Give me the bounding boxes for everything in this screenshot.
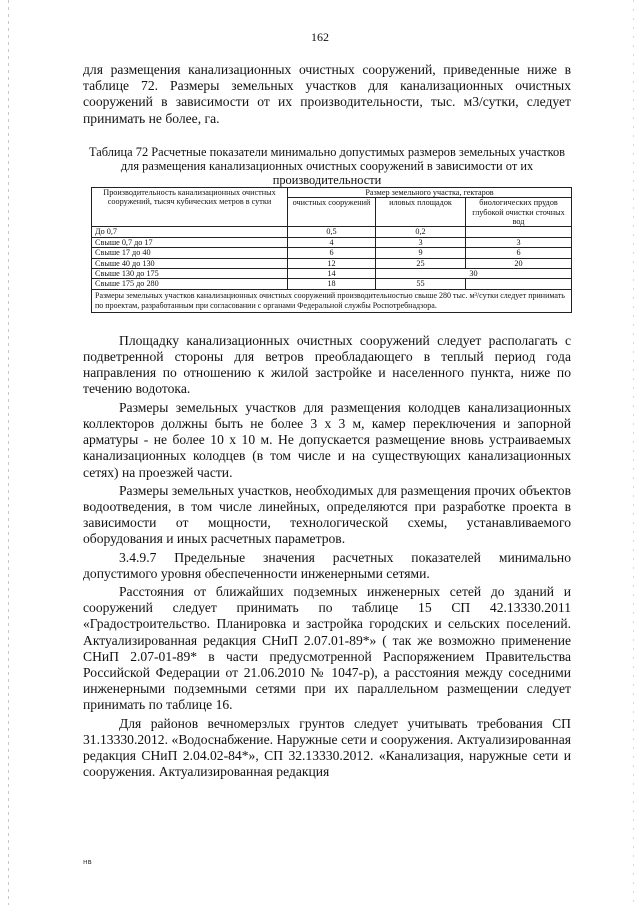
header-capacity: Производительность канализационных очистных сооружений, тысяч кубических метров в сутки	[92, 187, 288, 227]
cell-treatment: 18	[288, 279, 376, 289]
cell-sludge: 3	[376, 237, 466, 247]
table-72	[91, 187, 572, 313]
scan-edge-left	[8, 0, 9, 905]
cell-sludge: 9	[376, 248, 466, 258]
intro-paragraph: для размещения канализационных очистных сооружений, приведенные ниже в таблице 72. Размеры земельных участков для канализационных очистных сооружений в зависимости от их производительности, тыс. м3/сутки, следует принимать не более, га.	[83, 62, 571, 126]
cell-treatment: 0,5	[288, 227, 376, 237]
table-note-row	[92, 289, 572, 312]
paragraph-permafrost: Для районов вечномерзлых грунтов следует учитывать требования СП 31.13330.2012. «Водоснабжение. Наружные сети и сооружения. Актуализированная редакция СНиП 2.04.02-84*», СП 32.13330.2012. «Канализация, наружные сети и сооружения. Актуализированная редакция	[83, 715, 571, 780]
scan-edge-right	[633, 0, 634, 905]
cell-sludge: 55	[376, 279, 466, 289]
cell-capacity: Свыше 17 до 40	[92, 248, 288, 258]
subheader-ponds: биологических прудов глубокой очистки сточных вод	[466, 198, 572, 227]
cell-merged-sludge-ponds: 30	[376, 269, 572, 279]
cell-capacity: До 0,7	[92, 227, 288, 237]
cell-capacity: Свыше 0,7 до 17	[92, 237, 288, 247]
cell-ponds: 3	[466, 237, 572, 247]
header-area: Размер земельного участка, гектаров	[288, 187, 572, 197]
subheader-treatment: очистных сооружений	[288, 198, 376, 227]
cell-ponds	[466, 279, 572, 289]
table-header-row	[92, 187, 572, 197]
cell-treatment: 6	[288, 248, 376, 258]
footer-stamp: нв	[83, 858, 92, 866]
cell-capacity: Свыше 130 до 175	[92, 269, 288, 279]
paragraph-site-placement: Площадку канализационных очистных сооружений следует располагать с подветренной стороны для ветров преобладающего в теплый период года направления по отношению к жилой застройке и населенного пункта, ниже по течению водотока.	[83, 332, 571, 397]
paragraph-other-objects: Размеры земельных участков, необходимых для размещения прочих объектов водоотведения, в том числе линейных, определяются при разработке проекта в зависимости от мощности, технологической схемы, устанавливаемого оборудования и иных расчетных параметров.	[83, 482, 571, 547]
table-row	[92, 258, 572, 268]
table-row	[92, 248, 572, 258]
page-content	[83, 62, 571, 780]
cell-treatment: 12	[288, 258, 376, 268]
paragraph-wells-size: Размеры земельных участков для размещения колодцев канализационных коллекторов должны быть не более 3 х 3 м, камер переключения и запорной арматуры - не более 10 х 10 м. Не допускается размещение вновь устраиваемых канализационных колодцев (в том числе и на существующих канализационных сетях) на проезжей части.	[83, 399, 571, 480]
cell-ponds	[466, 227, 572, 237]
cell-ponds: 20	[466, 258, 572, 268]
table-note: Размеры земельных участков канализационных очистных сооружений производительностью свыше 280 тыс. м³/сутки следует принимать по проектам, разработанным при согласовании с органами Федеральной службы Роспотребнадзора.	[92, 289, 572, 312]
table-row	[92, 279, 572, 289]
body-text	[83, 333, 571, 780]
page-number: 162	[311, 30, 329, 44]
table-row	[92, 227, 572, 237]
cell-capacity: Свыше 175 до 280	[92, 279, 288, 289]
table-caption: Таблица 72 Расчетные показатели минимально допустимых размеров земельных участков для размещения канализационных очистных сооружений в зависимости от их производительности	[88, 144, 566, 187]
cell-capacity: Свыше 40 до 130	[92, 258, 288, 268]
cell-treatment: 4	[288, 237, 376, 247]
cell-ponds: 6	[466, 248, 572, 258]
cell-sludge: 0,2	[376, 227, 466, 237]
cell-treatment: 14	[288, 269, 376, 279]
section-heading-3-4-9-7: 3.4.9.7 Предельные значения расчетных показателей минимально допустимого уровня обеспеченности инженерными сетями.	[83, 549, 571, 581]
table-row	[92, 237, 572, 247]
cell-sludge: 25	[376, 258, 466, 268]
subheader-sludge: иловых площадок	[376, 198, 466, 227]
paragraph-network-distances: Расстояния от ближайших подземных инженерных сетей до зданий и сооружений следует принимать по таблице 15 СП 42.13330.2011 «Градостроительство. Планировка и застройка городских и сельских поселений. Актуализированная редакция СНиП 2.07.01-89*» ( так же возможно применение СНиП 2.07-01-89* в части предусмотренной Распоряжением Правительства Российской Федерации от 21.06.2010 № 1047-р), а расстояния между соседними инженерными подземными сетями при их параллельном размещении следует принимать по таблице 16.	[83, 583, 571, 713]
table-row	[92, 269, 572, 279]
